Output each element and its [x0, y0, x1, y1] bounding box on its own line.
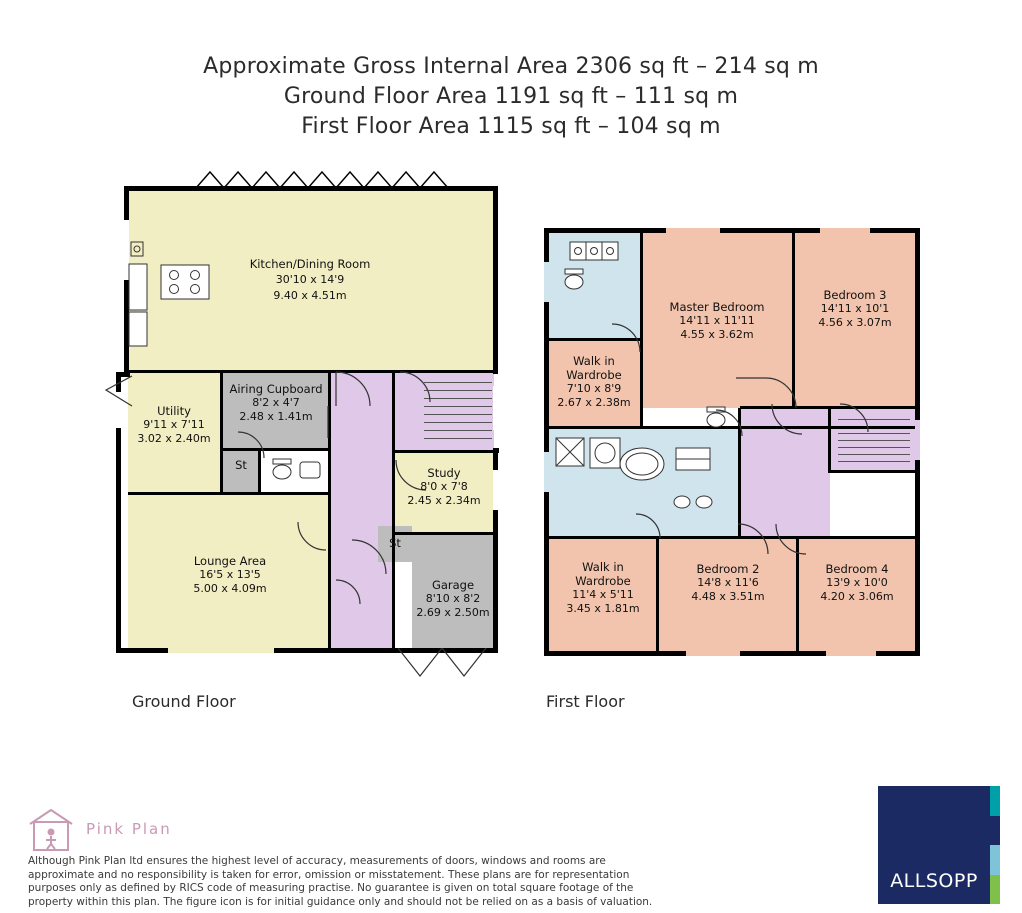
label-store-ground-2: St [389, 536, 401, 550]
label-lounge-area: Lounge Area 16'5 x 13'5 5.00 x 4.09m [193, 554, 267, 595]
label-master-bedroom: Master Bedroom 14'11 x 11'11 4.55 x 3.62m [669, 300, 765, 341]
label-store-ground-1: St [235, 458, 247, 472]
header-line-ground-area: Ground Floor Area 1191 sq ft – 111 sq m [283, 84, 739, 109]
disclaimer-text: Although Pink Plan ltd ensures the highest level of accuracy, measurements of doors, windows and rooms are approximate and no responsibility is taken for error, omission or misstatement. These plans are for representation purposes only as defined by RICS code of measuring practise. No guarantee is given on total square footage of the property within this plan. The figure icon is for initial guidance only and should not be relied on as a basis of valuation. [28, 855, 653, 908]
label-bedroom-3: Bedroom 3 14'11 x 10'1 4.56 x 3.07m [818, 288, 892, 329]
label-walk-in-wardrobe-2: Walk in Wardrobe 11'4 x 5'11 3.45 x 1.81m [566, 560, 640, 615]
brand-block [28, 808, 328, 852]
first-floor-title: First Floor [546, 692, 625, 711]
logo-text: ALLSOPP [890, 870, 978, 892]
label-utility: Utility 9'11 x 7'11 3.02 x 2.40m [137, 404, 211, 445]
label-kitchen-dining-room: Kitchen/Dining Room 30'10 x 14'9 9.40 x 4.51m [249, 257, 371, 302]
label-bedroom-4: Bedroom 4 13'9 x 10'0 4.20 x 3.06m [820, 562, 894, 603]
garage-entrance-detail [398, 648, 498, 680]
label-garage: Garage 8'10 x 8'2 2.69 x 2.50m [416, 578, 490, 619]
logo-bar-lightblue [990, 845, 1000, 875]
brand-name: Pink Plan [86, 820, 172, 838]
label-airing-cupboard: Airing Cupboard 8'2 x 4'7 2.48 x 1.41m [229, 382, 323, 423]
logo-bar-teal [990, 786, 1000, 816]
header-line-gross-area: Approximate Gross Internal Area 2306 sq ft – 214 sq m [203, 54, 819, 79]
header-line-first-area: First Floor Area 1115 sq ft – 104 sq m [301, 114, 721, 139]
ground-roof-ridge [196, 170, 448, 190]
pink-plan-house-icon [28, 808, 74, 852]
logo-bar-navy [990, 816, 1000, 846]
label-walk-in-wardrobe-1: Walk in Wardrobe 7'10 x 8'9 2.67 x 2.38m [557, 354, 631, 409]
label-bedroom-2: Bedroom 2 14'8 x 11'6 4.48 x 3.51m [691, 562, 765, 603]
ground-floor-title: Ground Floor [132, 692, 236, 711]
logo-bar-green [990, 875, 1000, 905]
allsopp-logo [878, 786, 1000, 904]
label-study: Study 8'0 x 7'8 2.45 x 2.34m [407, 466, 481, 507]
